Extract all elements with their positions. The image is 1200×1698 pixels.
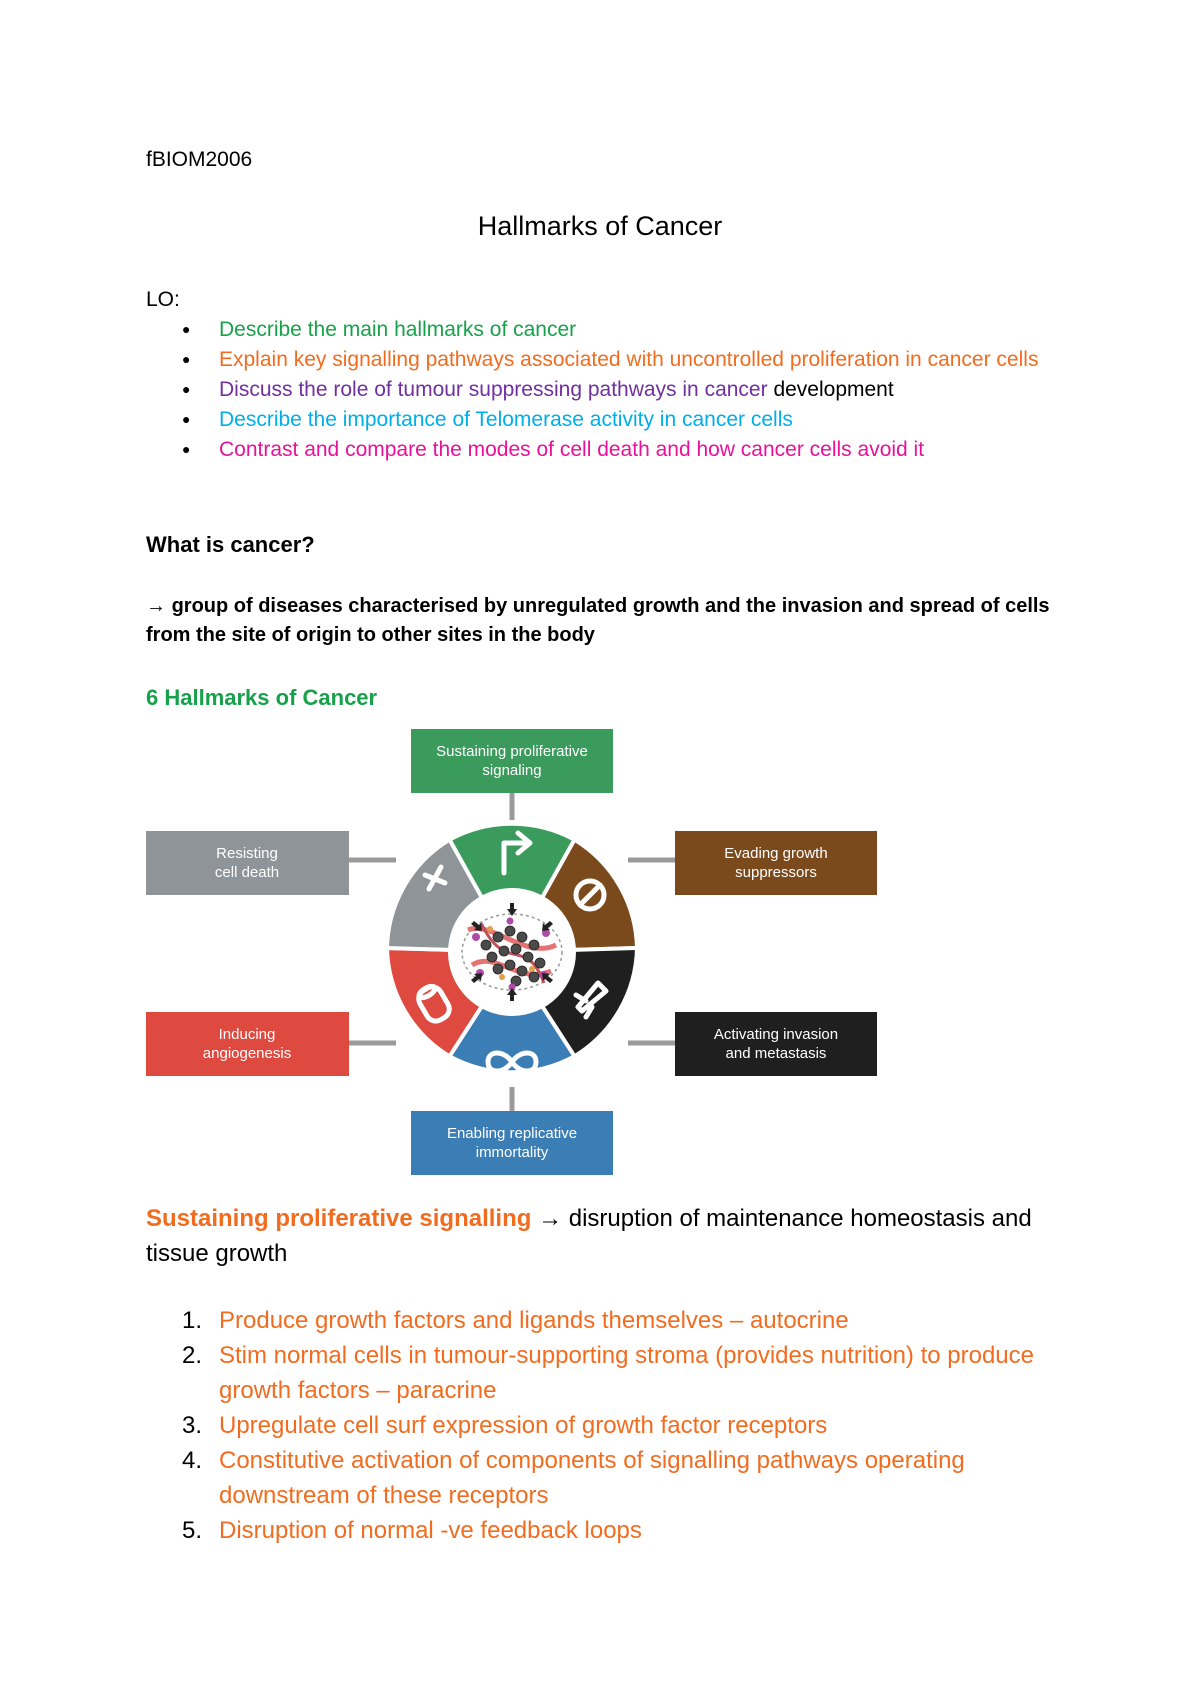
what-is-cancer-heading: What is cancer? [146, 532, 315, 557]
list-text: Stim normal cells in tumour-supporting stroma (provides nutrition) to produce growth factors – paracrine [219, 1342, 1035, 1404]
hallmark-label: signaling [482, 762, 542, 779]
list-text: Produce growth factors and ligands themselves – autocrine [219, 1307, 849, 1334]
hallmark-box-cell-death [146, 831, 349, 895]
hallmark-label: Resisting [216, 845, 278, 862]
sustaining-rest: disruption of maintenance homeostasis and tissue growth [146, 1205, 1032, 1267]
hallmark-box-angiogenesis [146, 1012, 349, 1076]
list-item [146, 1303, 1066, 1338]
sustaining-lead: Sustaining proliferative signalling [146, 1205, 532, 1232]
course-code: fBIOM2006 [146, 148, 253, 171]
lo-item [146, 345, 1066, 374]
list-text: Upregulate cell surf expression of growth factor receptors [219, 1412, 828, 1439]
cancer-definition [146, 592, 1066, 650]
list-item [146, 1338, 1066, 1408]
hallmark-label: immortality [475, 1144, 549, 1161]
list-number: 5. [182, 1517, 203, 1544]
list-number: 1. [182, 1307, 203, 1334]
lo-text: Describe the main hallmarks of cancer [219, 318, 577, 341]
lo-text: Contrast and compare the modes of cell death and how cancer cells avoid it [219, 438, 925, 461]
lo-item [146, 315, 1066, 344]
list-item [146, 1513, 1066, 1548]
mechanisms-list [146, 1303, 1066, 1548]
list-number: 4. [182, 1447, 203, 1474]
hallmarks-heading: 6 Hallmarks of Cancer [146, 685, 378, 710]
hallmarks-diagram [146, 725, 878, 1177]
hallmark-label: cell death [214, 864, 280, 881]
list-item [146, 1408, 1066, 1443]
list-item [146, 1443, 1066, 1513]
document-title: Hallmarks of Cancer [477, 211, 723, 241]
lo-text: Explain key signalling pathways associated with uncontrolled proliferation in cancer cells [219, 348, 1039, 371]
sustaining-signalling-paragraph [146, 1201, 1066, 1271]
list-text: Disruption of normal -ve feedback loops [219, 1517, 642, 1544]
hallmark-box-invasion [675, 1012, 877, 1076]
hallmark-label: Inducing [218, 1026, 276, 1043]
hallmark-label: angiogenesis [202, 1045, 292, 1062]
hallmark-label: suppressors [735, 864, 817, 881]
hallmark-label: and metastasis [725, 1045, 827, 1062]
definition-text: group of diseases characterised by unregulated growth and the invasion and spread of cells from the site of origin to other sites in the body [146, 595, 1050, 646]
hallmark-label: Sustaining proliferative [436, 743, 588, 760]
lo-item [146, 375, 1066, 404]
learning-objectives-list [146, 315, 1066, 465]
hallmark-label: Activating invasion [713, 1026, 839, 1043]
arrow-glyph: → [146, 595, 166, 617]
list-text: Constitutive activation of components of signalling pathways operating downstream of these receptors [219, 1447, 965, 1509]
hallmark-box-immortality [411, 1111, 613, 1175]
list-number: 3. [182, 1412, 203, 1439]
hallmark-label: Enabling replicative [446, 1125, 578, 1142]
hallmark-box-proliferative [411, 729, 613, 793]
hallmark-box-growth-suppressors [675, 831, 877, 895]
arrow-glyph: → [531, 1205, 569, 1232]
lo-item [146, 435, 1066, 464]
hallmark-label: Evading growth [724, 845, 828, 862]
lo-text: Discuss the role of tumour suppressing pathways in cancer [219, 378, 768, 401]
lo-text-suffix: development [767, 378, 894, 401]
lo-text: Describe the importance of Telomerase activity in cancer cells [219, 408, 793, 431]
learning-objectives-label: LO: [146, 288, 180, 311]
list-number: 2. [182, 1342, 203, 1369]
lo-item [146, 405, 1066, 434]
